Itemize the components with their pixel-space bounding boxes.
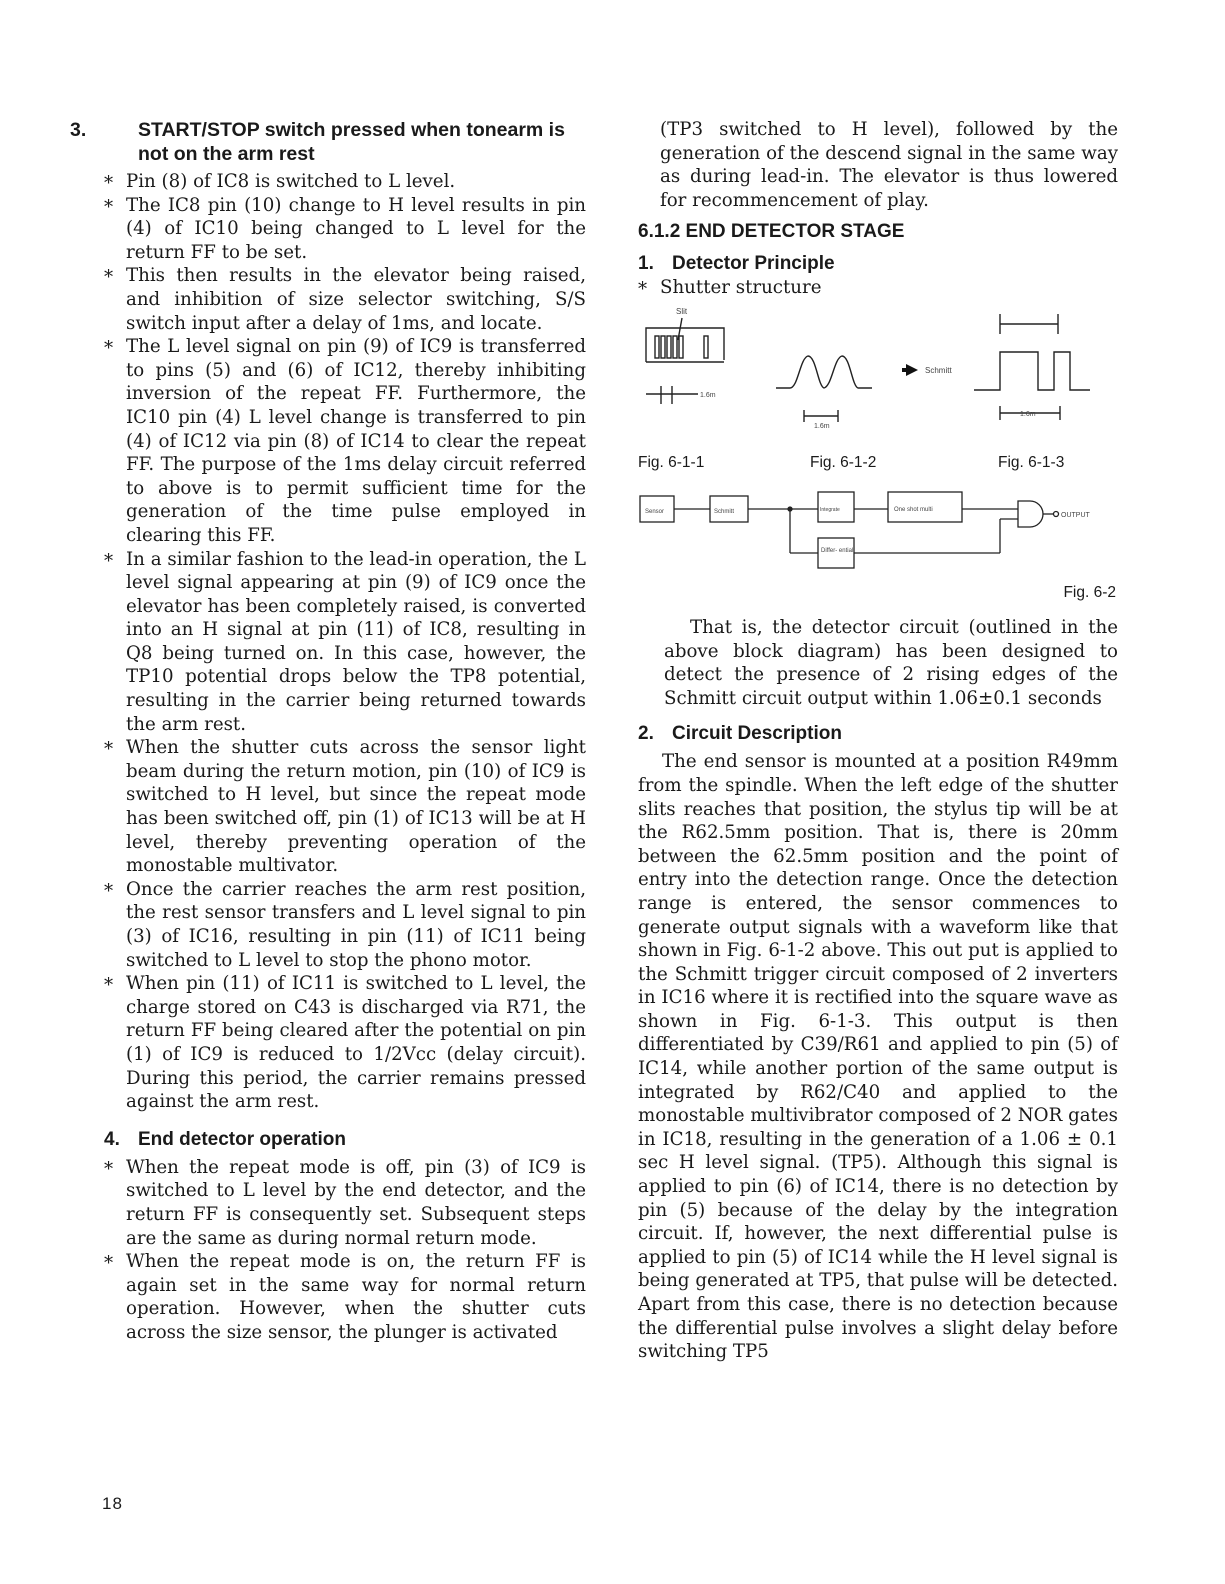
subsection-1-heading: 1. Detector Principle bbox=[638, 253, 835, 275]
section-4-bullet: * When the repeat mode is on, the return FF is again set in the same way for normal return operation. However, when the shutter cuts across the size sensor, the plunger is activated bbox=[104, 1250, 586, 1344]
section-3-heading: 3. START/STOP switch pressed when tonearm is not on the arm rest bbox=[70, 119, 565, 165]
differential-label: Differ- ential bbox=[821, 547, 854, 554]
slit-label: Slit bbox=[676, 306, 688, 316]
section-3-bullet: * Once the carrier reaches the arm rest position, the rest sensor transfers and L level signal to pin (3) of IC16, resulting in pin (11) of IC11 being switched to L level to stop the phono motor. bbox=[104, 878, 586, 972]
section-3-bullet: * When the shutter cuts across the sensor light beam during the return motion, pin (10) of IC9 is switched to H level, but since the repeat mode has been switched off, pin (1) of IC13 will be at H level, thereby preventing operation of the monostable multivator. bbox=[104, 736, 586, 878]
section-3-bullets bbox=[104, 170, 586, 1114]
section-4-heading: 4. End detector operation bbox=[104, 1128, 346, 1150]
fig-6-1-3-drawing bbox=[974, 314, 1090, 420]
section-3-bullet: * When pin (11) of IC11 is switched to L level, the charge stored on C43 is discharged via R71, the return FF being cleared after the potential on pin (1) of IC9 is reduced to 1/2Vcc (delay circuit). During this period, the carrier remains pressed against the arm rest. bbox=[104, 972, 586, 1114]
integrate-label: Integrate bbox=[820, 506, 840, 513]
fig-6-1-3-caption: Fig. 6-1-3 bbox=[998, 453, 1065, 471]
figures-svg bbox=[638, 300, 1118, 450]
sensor-label: Sensor bbox=[645, 508, 665, 515]
output-label: OUTPUT bbox=[1061, 511, 1090, 519]
fig-6-1-1-caption: Fig. 6-1-1 bbox=[638, 453, 705, 471]
schmitt-label: Schmitt bbox=[714, 508, 735, 515]
fig1-dim-label: 1.6m bbox=[700, 391, 716, 399]
fig-6-1-1-drawing bbox=[646, 307, 724, 404]
section-4-bullet: * When the repeat mode is off, pin (3) of IC9 is switched to L level by the end detector, and the return FF is consequently set. Subsequent steps are the same as during normal return mode. bbox=[104, 1156, 586, 1250]
section-3-bullet: * In a similar fashion to the lead-in operation, the L level signal appearing at pin (9) of IC9 once the elevator has been completely raised, is converted into an H signal at pin (11) of IC8, resulting in Q8 being turned on. In this case, however, the TP10 potential drops below the TP8 potential, resulting in the carrier being returned towards the arm rest. bbox=[104, 548, 586, 737]
fig2-dim-label: 1.6m bbox=[814, 422, 830, 430]
section-3-bullet: * Pin (8) of IC8 is switched to L level. bbox=[104, 170, 586, 194]
left-column bbox=[70, 118, 586, 1345]
circuit-description-paragraph: The end sensor is mounted at a position R49mm from the spindle. When the left edge of the shutter slits reaches that position, the stylus tip will be at the R62.5mm position. That is, there is 20mm between the 62.5mm position and the point of entry into the detection range. Once the detection range is entered, the sensor commences to generate output signals with a waveform like that shown in Fig. 6-1-2 above. This out put is applied to the Schmitt trigger circuit composed of 2 inverters in IC16 where it is rectified into the square wave as shown in Fig. 6-1-3. This output is then differentiated by C39/R61 and applied to pin (5) of IC14, while another portion of the same output is integrated by R62/C40 and applied to the monostable multivibrator composed of 2 NOR gates in IC18, resulting in the generation of a 1.06 ± 0.1 sec H level signal. (TP5). Although this signal is applied to pin (6) of IC14, there is no detection by pin (5) because of the delay by the integration circuit. If, however, the next differential pulse is applied to pin (5) of IC14 while the H level signal is being generated at TP5, that pulse will be detected. Apart from this case, there is no detection because the differential pulse involves a slight delay before switching TP5 bbox=[638, 751, 1118, 1363]
section-4-bullets bbox=[104, 1156, 586, 1345]
fig-6-1-2-drawing bbox=[776, 356, 872, 430]
continuation-paragraph: (TP3 switched to H level), followed by the generation of the descend signal in the same way as during lead-in. The elevator is thus lowered for recommencement of play. bbox=[660, 119, 1118, 211]
section-6-1-2-title: 6.1.2 END DETECTOR STAGE bbox=[638, 221, 905, 243]
fig-6-1-2-caption: Fig. 6-1-2 bbox=[810, 453, 877, 471]
section-3-bullet: * The L level signal on pin (9) of IC9 is transferred to pins (5) and (6) of IC12, thereby inhibiting inversion of the repeat FF. Furthermore, the IC10 pin (4) L level change is transferred to pin (4) of IC12 via pin (8) of IC14 to clear the repeat FF. The purpose of the 1ms delay circuit referred to above is to permit sufficient time for the generation of the time pulse employed in clearing this FF. bbox=[104, 335, 586, 547]
section-3-bullet: * This then results in the elevator being raised, and inhibition of size selector switching, S/S switch input after a delay of 1ms, and locate. bbox=[104, 264, 586, 335]
fig3-dim-label: 1.6m bbox=[1020, 410, 1036, 418]
block-diagram-svg bbox=[638, 486, 1118, 582]
subsection-2-heading: 2. Circuit Description bbox=[638, 723, 842, 745]
one-shot-label: One shot multi bbox=[894, 506, 933, 513]
detector-summary-paragraph: That is, the detector circuit (outlined in the above block diagram) has been designed to detect the presence of 2 rising edges of the Schmitt circuit output within 1.06±0.1 seconds bbox=[664, 616, 1118, 709]
waveform-figures bbox=[638, 300, 1118, 480]
right-column bbox=[638, 118, 1118, 1364]
block-diagram bbox=[638, 480, 1118, 602]
and-gate bbox=[1018, 501, 1043, 527]
schmitt-arrow-label: Schmitt bbox=[925, 365, 952, 375]
page-number: 18 bbox=[102, 1494, 123, 1513]
section-3-bullet: * The IC8 pin (10) change to H level results in pin (4) of IC10 being changed to L level for the return FF to be set. bbox=[104, 194, 586, 265]
shutter-structure-bullet: * Shutter structure bbox=[638, 276, 1118, 300]
fig-6-2-caption: Fig. 6-2 bbox=[1063, 583, 1116, 601]
schmitt-arrow bbox=[902, 364, 952, 376]
